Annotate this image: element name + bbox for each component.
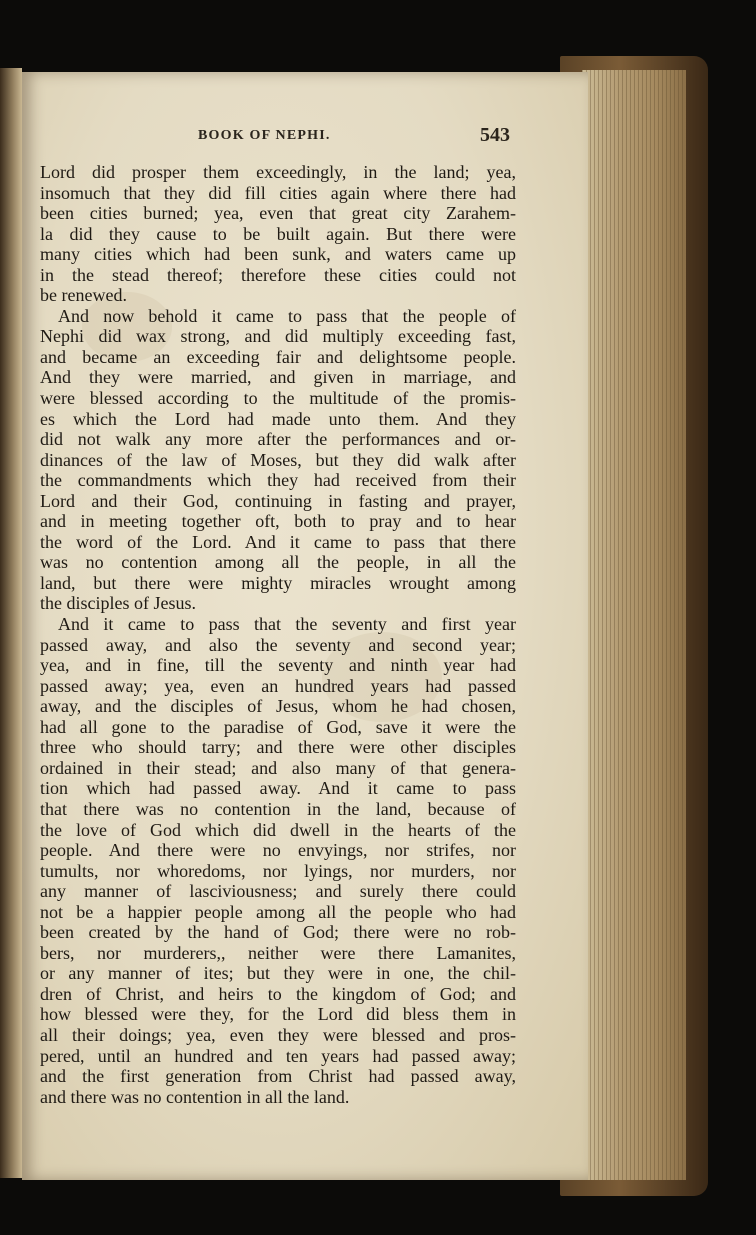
- text-line: away, and the disciples of Jesus, whom he had chosen,: [40, 696, 516, 717]
- text-line: tion which had passed away. And it came to pass: [40, 778, 516, 799]
- text-line: bers, nor murderers,, neither were there Lamanites,: [40, 942, 516, 963]
- text-line: Nephi did wax strong, and did multiply exceeding fast,: [40, 326, 516, 347]
- text-line: And they were married, and given in marriage, and: [40, 367, 516, 388]
- text-line: and in meeting together oft, both to pray and to hear: [40, 511, 516, 532]
- page-edges: [582, 70, 686, 1180]
- text-line: the word of the Lord. And it came to pass that there: [40, 531, 516, 552]
- text-line: been cities burned; yea, even that great city Zarahem-: [40, 203, 516, 224]
- text-line: and the first generation from Christ had passed away,: [40, 1066, 516, 1087]
- text-line: dren of Christ, and heirs to the kingdom of God; and: [40, 983, 516, 1004]
- facing-page-edge: [0, 68, 22, 1178]
- text-line: And it came to pass that the seventy and first year: [58, 614, 516, 635]
- text-line: Lord and their God, continuing in fasting and prayer,: [40, 490, 516, 511]
- body-text: [40, 162, 516, 1107]
- text-line: many cities which had been sunk, and waters came up: [40, 244, 516, 265]
- text-line: been created by the hand of God; there were no rob-: [40, 922, 516, 943]
- text-line: tumults, nor whoredoms, nor lyings, nor murders, nor: [40, 860, 516, 881]
- text-line: all their doings; yea, even they were blessed and pros-: [40, 1024, 516, 1045]
- text-line: passed away; yea, even an hundred years had passed: [40, 675, 516, 696]
- text-line: and there was no contention in all the land.: [40, 1086, 350, 1107]
- text-line: people. And there were no envyings, nor strifes, nor: [40, 840, 516, 861]
- text-line: Lord did prosper them exceedingly, in the land; yea,: [40, 162, 516, 182]
- text-line: were blessed according to the multitude of the promis-: [40, 388, 516, 409]
- text-line: the commandments which they had received from their: [40, 470, 516, 491]
- text-line: had all gone to the paradise of God, save it were the: [40, 716, 516, 737]
- text-line: or any manner of ites; but they were in one, the chil-: [40, 963, 516, 984]
- text-line: And now behold it came to pass that the people of: [58, 305, 516, 326]
- text-line: in the stead thereof; therefore these cities could not: [40, 264, 516, 285]
- text-line: how blessed were they, for the Lord did bless them in: [40, 1004, 516, 1025]
- text-line: dinances of the law of Moses, but they did walk after: [40, 449, 516, 470]
- text-line: insomuch that they did fill cities again where there had: [40, 182, 516, 203]
- text-line: ordained in their stead; and also many of that genera-: [40, 757, 516, 778]
- text-line: not be a happier people among all the people who had: [40, 901, 516, 922]
- text-line: passed away, and also the seventy and second year;: [40, 634, 516, 655]
- text-line: land, but there were mighty miracles wrought among: [40, 572, 516, 593]
- text-line: be renewed.: [40, 285, 127, 306]
- text-line: three who should tarry; and there were other disciples: [40, 737, 516, 758]
- running-head: BOOK OF NEPHI.: [198, 128, 331, 143]
- text-line: la did they cause to be built again. But there were: [40, 223, 516, 244]
- text-line: was no contention among all the people, in all the: [40, 552, 516, 573]
- text-line: the disciples of Jesus.: [40, 593, 196, 614]
- book-page: [22, 72, 588, 1180]
- text-line: the love of God which did dwell in the hearts of the: [40, 819, 516, 840]
- text-line: that there was no contention in the land, because of: [40, 798, 516, 819]
- text-line: any manner of lasciviousness; and surely there could: [40, 881, 516, 902]
- text-line: and became an exceeding fair and delightsome people.: [40, 346, 516, 367]
- page-number: 543: [480, 124, 510, 146]
- text-line: yea, and in fine, till the seventy and ninth year had: [40, 655, 516, 676]
- text-line: did not walk any more after the performances and or-: [40, 429, 516, 450]
- page-header: [22, 124, 588, 152]
- text-line: es which the Lord had made unto them. And they: [40, 408, 516, 429]
- text-line: pered, until an hundred and ten years had passed away;: [40, 1045, 516, 1066]
